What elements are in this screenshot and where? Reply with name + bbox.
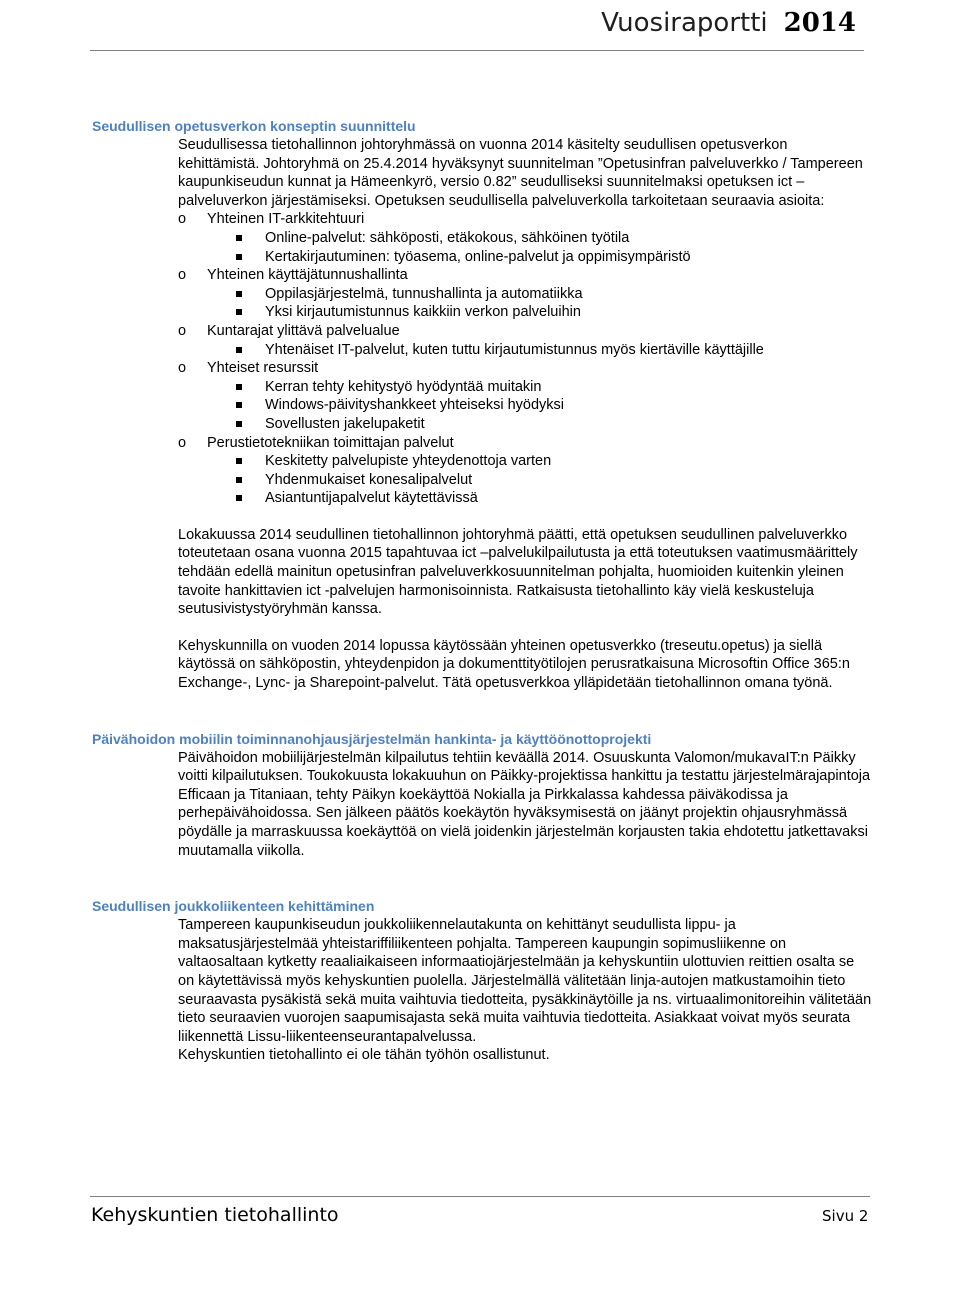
section-body-opetusverkko bbox=[178, 136, 872, 693]
list-item bbox=[178, 322, 872, 359]
list-marker: o bbox=[178, 267, 187, 284]
list-item bbox=[178, 266, 872, 322]
sub-list-item: Asiantuntijapalvelut käytettävissä bbox=[265, 489, 872, 508]
list-item-label: Kuntarajat ylittävä palvelualue bbox=[207, 322, 400, 339]
section-heading-joukkoliikenne: Seudullisen joukkoliikenteen kehittäminen bbox=[92, 898, 375, 915]
sub-list-item: Kertakirjautuminen: työasema, online-palvelut ja oppimisympäristö bbox=[265, 248, 872, 267]
paragraph: Kehyskuntien tietohallinto ei ole tähän työhön osallistunut. bbox=[178, 1047, 550, 1064]
paragraph-gap bbox=[178, 508, 872, 526]
section-heading-opetusverkko: Seudullisen opetusverkon konseptin suunnittelu bbox=[92, 118, 416, 134]
sub-list-item: Online-palvelut: sähköposti, etäkokous, sähköinen työtila bbox=[265, 229, 872, 248]
list-marker: o bbox=[178, 360, 187, 377]
report-title: Vuosiraportti bbox=[601, 8, 768, 38]
sub-list bbox=[207, 452, 872, 508]
section-gap bbox=[92, 693, 872, 729]
report-year: 2014 bbox=[783, 8, 856, 38]
sub-list-item: Windows-päivityshankkeet yhteiseksi hyödyksi bbox=[265, 396, 872, 415]
list-item-label: Yhteinen IT-arkkitehtuuri bbox=[207, 211, 365, 228]
list-item-label: Perustietotekniikan toimittajan palvelut bbox=[207, 434, 454, 451]
list-marker: o bbox=[178, 434, 187, 451]
sub-list-item: Yhdenmukaiset konesalipalvelut bbox=[265, 471, 872, 490]
paragraph: Lokakuussa 2014 seudullinen tietohallinnon johtoryhmä päätti, että opetuksen seudullinen palveluverkko toteutetaan osana vuonna 2015 tapahtuvaa ict –palvelukilpailutusta ja että toteutuksen vaatimusmäärittely tehdään edellä mainitun opetusinfran palveluverkkosuunnitelman pohjalta, huomioiden kuitenkin yleinen tavoite hankittavien ict -palvelujen harmonisoinnista. Ratkaisusta tietohallinto käy vielä keskusteluja seutusivistystyöryhmän kanssa. bbox=[178, 526, 858, 618]
paragraph-gap bbox=[178, 619, 872, 637]
paragraph: Tampereen kaupunkiseudun joukkoliikennelautakunta on kehittänyt seudullista lippu- ja maksatusjärjestelmää yhteistariffiliikenteen pohjalta. Tampereen kaupungin sopimusliikenne on valtaosaltaan kytketty reaaliaikaiseen informaatiojärjestelmään ja kehyskuntiin ulottuvien reittien osalta se on käytettävissä myös kehyskuntien puolella. Järjestelmällä välitetään linja-autojen matkustamoihin tieto seuraavasta pysäkistä sekä muita vaihtuvia tiedotteita, pysäkkinäytöille ja ns. virtuaalimonitoreihin välitetään tieto seuraavien vuorojen saapumisajasta sekä muita vaihtuvia tiedotteita. Asiakkaat voivat myös seurata liikennettä Lissu-liikenteenseurantapalvelussa. bbox=[178, 917, 872, 1045]
service-list bbox=[178, 210, 872, 508]
section-body-joukkoliikenne bbox=[178, 916, 872, 1065]
list-item bbox=[178, 434, 872, 508]
page-number: Sivu 2 bbox=[822, 1207, 869, 1225]
document-body bbox=[92, 116, 872, 1065]
header-divider bbox=[90, 50, 864, 51]
page-header bbox=[601, 8, 856, 48]
list-marker: o bbox=[178, 322, 187, 339]
sub-list-item: Oppilasjärjestelmä, tunnushallinta ja automatiikka bbox=[265, 285, 872, 304]
paragraph: Kehyskunnilla on vuoden 2014 lopussa käytössään yhteinen opetusverkko (treseutu.opetus) ja siellä käytössä on sähköpostin, yhteydenpidon ja dokumenttityötilojen perusratkaisuna Microsoftin Office 365:n Exchange-, Lync- ja Sharepoint-palvelut. Tätä opetusverkkoa ylläpidetään tietohallinnon omana työnä. bbox=[178, 637, 850, 692]
section-heading-paivahoito: Päivähoidon mobiilin toiminnanohjausjärjestelmän hankinta- ja käyttöönottoprojekti bbox=[92, 730, 652, 747]
sub-list-item: Yhtenäiset IT-palvelut, kuten tuttu kirjautumistunnus myös kiertäville käyttäjille bbox=[265, 341, 872, 360]
sub-list bbox=[207, 229, 872, 266]
list-marker: o bbox=[178, 211, 187, 228]
footer-divider bbox=[90, 1196, 870, 1197]
sub-list bbox=[207, 341, 872, 360]
list-item bbox=[178, 359, 872, 433]
paragraph: Päivähoidon mobiilijärjestelmän kilpailutus tehtiin keväällä 2014. Osuuskunta Valomon/mukavaIT:n Päikky voitti kilpailutuksen. Toukokuusta lokakuuhun on Päikky-projektissa hankittu ja testattu järjestelmärajapintoja Efficaan ja Titaniaan, tehty Päikyn koekäyttöä Nokialla ja Pirkkalassa kahdessa päiväkodissa ja perhepäivähoidossa. Sen jälkeen päätös koekäytön hyväksymisestä on jäänyt projektin ohjausryhmässä pöydälle ja marraskuussa koekäyttöä on vielä joidenkin järjestelmän korjausten takia ehdotettu jatkettavaksi muutamalla viikolla. bbox=[178, 749, 871, 859]
sub-list-item: Keskitetty palvelupiste yhteydenottoja varten bbox=[265, 452, 872, 471]
sub-list bbox=[207, 378, 872, 434]
sub-list bbox=[207, 285, 872, 322]
section-body-paivahoito bbox=[178, 749, 872, 861]
section-gap bbox=[92, 860, 872, 896]
list-item bbox=[178, 210, 872, 266]
sub-list-item: Sovellusten jakelupaketit bbox=[265, 415, 872, 434]
footer-organization: Kehyskuntien tietohallinto bbox=[91, 1204, 339, 1226]
sub-list-item: Yksi kirjautumistunnus kaikkiin verkon palveluihin bbox=[265, 303, 872, 322]
sub-list-item: Kerran tehty kehitystyö hyödyntää muitakin bbox=[265, 378, 872, 397]
list-item-label: Yhteinen käyttäjätunnushallinta bbox=[207, 267, 408, 284]
section-intro: Seudullisessa tietohallinnon johtoryhmässä on vuonna 2014 käsitelty seudullisen opetusverkon kehittämistä. Johtoryhmä on 25.4.2014 hyväksynyt suunnitelman ”Opetusinfran palveluverkko / Tampereen kaupunkiseudun kunnat ja Hämeenkyrö, versio 0.82” seudulliseksi suunnitelmaksi opetuksen ict –palveluverkon järjestämiseksi. Opetuksen seudullisella palveluverkolla tarkoitetaan seuraavia asioita: bbox=[178, 137, 863, 209]
list-item-label: Yhteiset resurssit bbox=[207, 360, 319, 377]
